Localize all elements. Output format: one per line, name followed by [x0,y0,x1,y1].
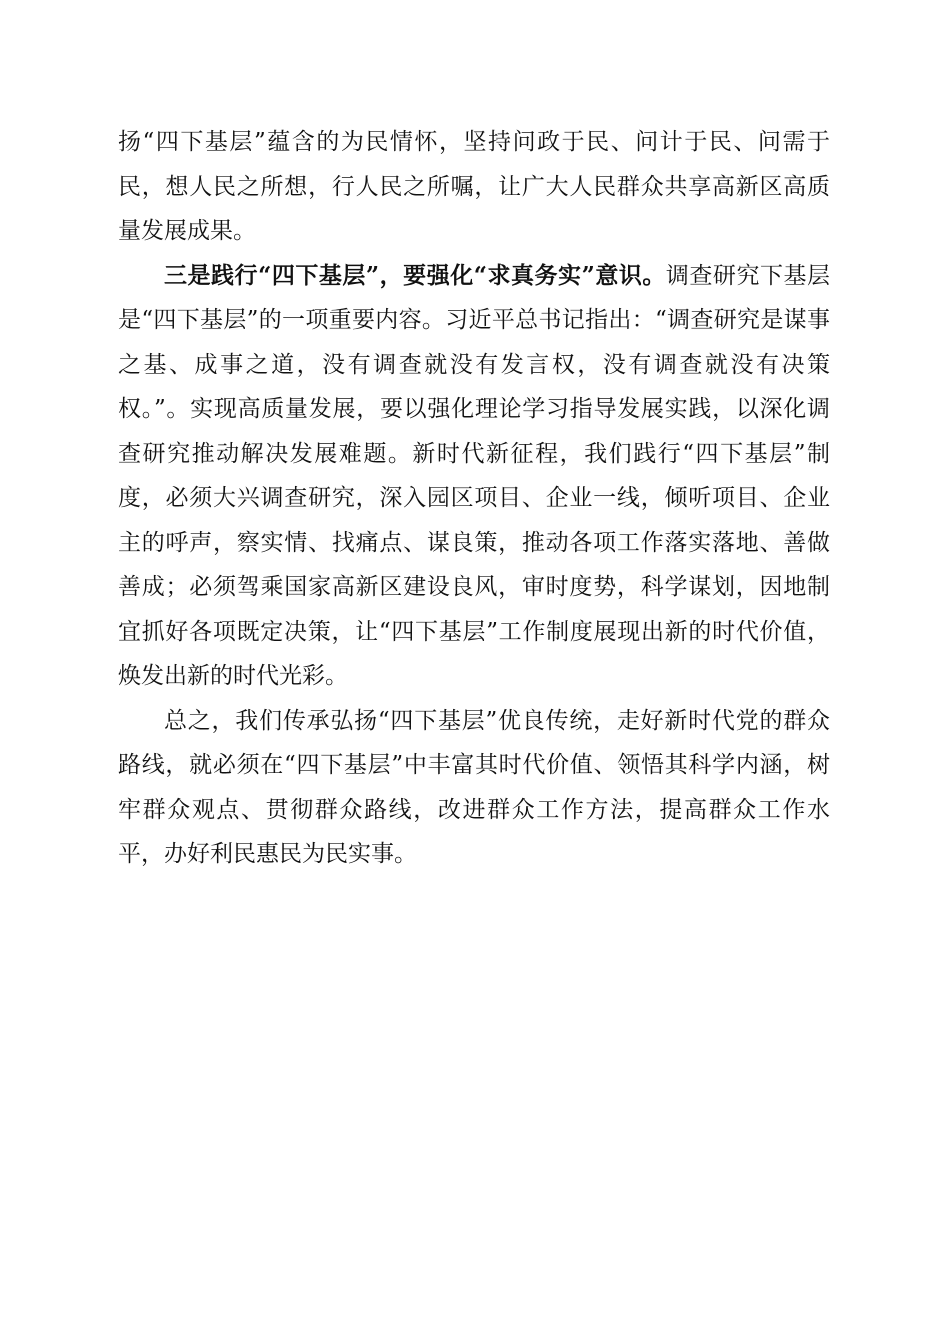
paragraph-continuation [118,120,830,254]
paragraph-text: 扬“四下基层”蕴含的为民情怀，坚持问政于民、问计于民、问需于民，想人民之所想，行人民之所嘱，让广大人民群众共享高新区高质量发展成果。 [118,129,830,244]
paragraph-conclusion [118,699,830,877]
paragraph-text: 总之，我们传承弘扬“四下基层”优良传统，走好新时代党的群众路线，就必须在“四下基层”中丰富其时代价值、领悟其科学内涵，树牢群众观点、贯彻群众路线，改进群众工作方法，提高群众工作水平，办好利民惠民为民实事。 [118,707,830,867]
paragraph-lead-heading: 三是践行“四下基层”，要强化“求真务实”意识。 [164,261,666,289]
document-body [118,120,830,877]
paragraph-point-three [118,254,830,699]
paragraph-text: 调查研究下基层是“四下基层”的一项重要内容。习近平总书记指出：“调查研究是谋事之基、成事之道，没有调查就没有发言权，没有调查就没有决策权。”。实现高质量发展，要以强化理论学习指导发展实践，以深化调查研究推动解决发展难题。新时代新征程，我们践行“四下基层”制度，必须大兴调查研究，深入园区项目、企业一线，倾听项目、企业主的呼声，察实情、找痛点、谋良策，推动各项工作落实落地、善做善成；必须驾乘国家高新区建设良风，审时度势，科学谋划，因地制宜抓好各项既定决策，让“四下基层”工作制度展现出新的时代价值，焕发出新的时代光彩。 [118,262,831,689]
